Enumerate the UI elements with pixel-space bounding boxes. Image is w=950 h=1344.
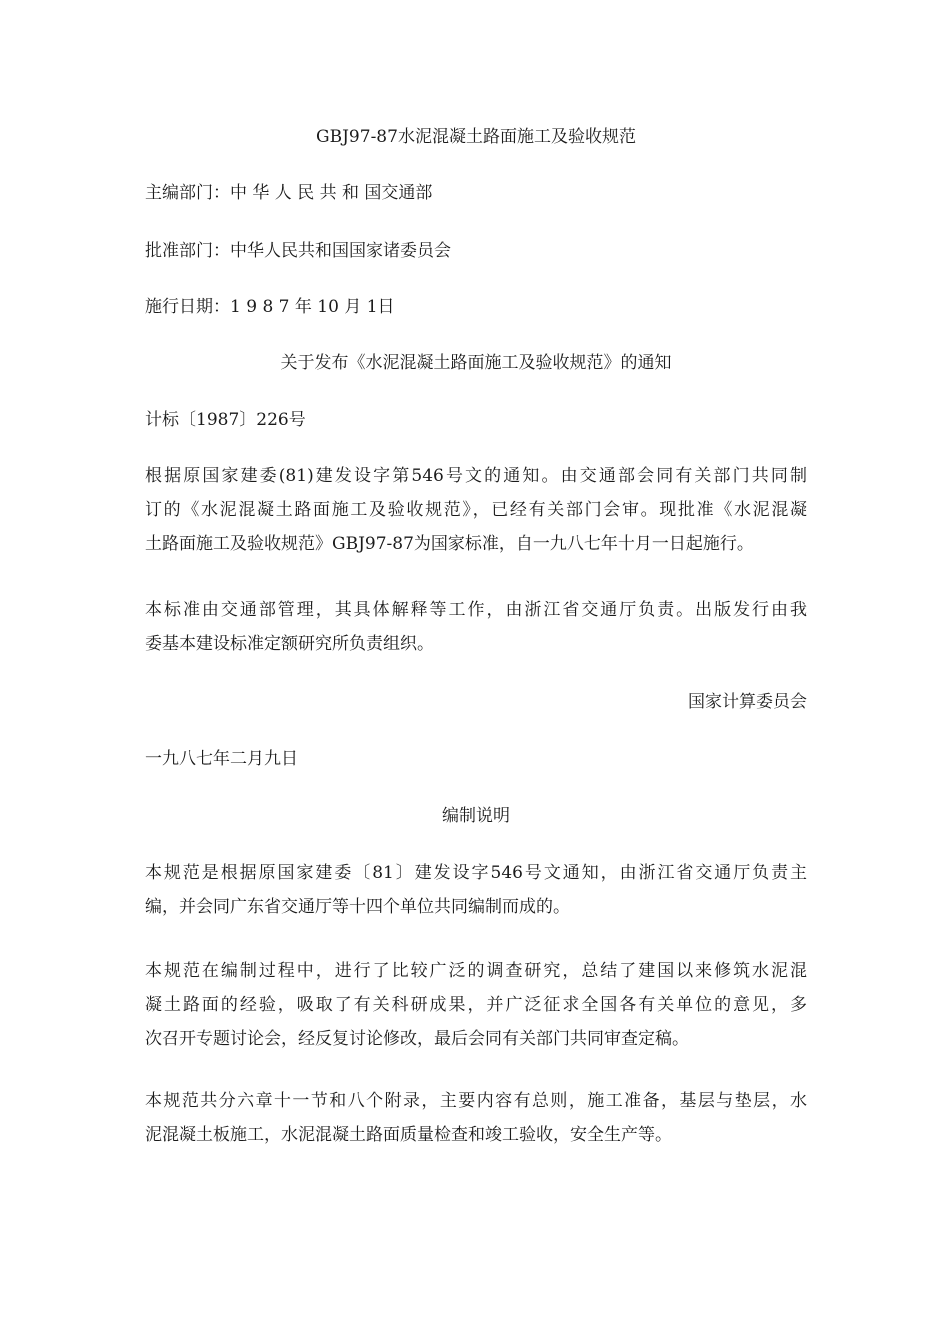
paragraph-line: 根据原国家建委(81)建发设字第546号文的通知。由交通部会同有关部门共同制 [145,466,807,486]
paragraph-line: 本规范是根据原国家建委〔81〕建发设字546号文通知，由浙江省交通厅负责主 [145,863,807,883]
paragraph-line: 本规范在编制过程中，进行了比较广泛的调查研究，总结了建国以来修筑水泥混 [145,961,807,981]
paragraph-line: 委基本建设标准定额研究所负责组织。 [145,634,434,654]
paragraph-line: 订的《水泥混凝土路面施工及验收规范》，已经有关部门会审。现批准《水泥混凝 [145,500,807,520]
explain-paragraph-2 [145,960,807,1062]
explain-paragraph-1 [145,862,807,930]
notice-paragraph-2 [145,599,807,667]
section-title: 编制说明 [442,806,510,826]
document-title: GBJ97-87水泥混凝土路面施工及验收规范 [316,127,636,147]
paragraph-line: 编，并会同广东省交通厅等十四个单位共同编制而成的。 [145,897,570,917]
paragraph-line: 次召开专题讨论会，经反复讨论修改，最后会同有关部门共同审查定稿。 [145,1029,689,1049]
paragraph-line: 泥混凝土板施工，水泥混凝土路面质量检查和竣工验收，安全生产等。 [145,1125,672,1145]
notice-title: 关于发布《水泥混凝土路面施工及验收规范》的通知 [280,353,672,373]
explain-paragraph-3 [145,1090,807,1158]
paragraph-line: 本标准由交通部管理，其具体解释等工作，由浙江省交通厅负责。出版发行由我 [145,600,807,620]
paragraph-line: 凝土路面的经验，吸取了有关科研成果，并广泛征求全国各有关单位的意见，多 [145,995,807,1015]
editor-department: 主编部门：中 华 人 民 共 和 国交通部 [145,183,433,203]
paragraph-line: 本规范共分六章十一节和八个附录，主要内容有总则，施工准备，基层与垫层，水 [145,1091,807,1111]
document-number: 计标〔1987〕226号 [145,410,306,430]
approval-department: 批准部门：中华人民共和国国家诸委员会 [145,241,451,261]
paragraph-line: 土路面施工及验收规范》GBJ97-87为国家标准，自一九八七年十月一日起施行。 [145,534,754,554]
signature: 国家计算委员会 [688,692,807,712]
sign-date: 一九八七年二月九日 [145,749,298,769]
notice-paragraph-1 [145,465,807,567]
effective-date: 施行日期：1 9 8 7 年 10 月 1日 [145,297,395,317]
